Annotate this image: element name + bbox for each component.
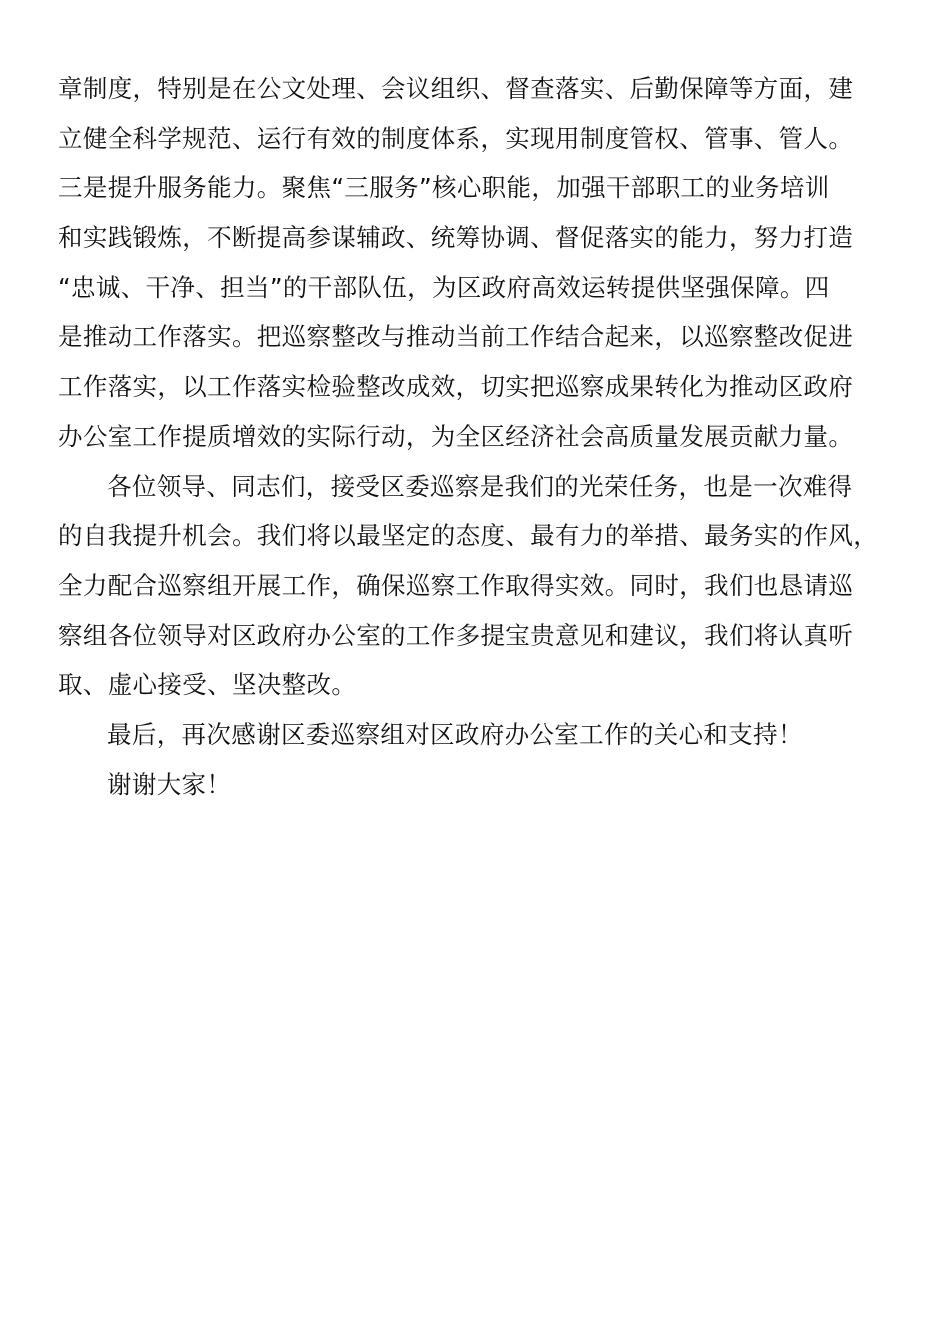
closing-thanks-line: 最后，再次感谢区委巡察组对区政府办公室工作的关心和支持！ — [107, 719, 803, 749]
paragraph-start-line: 各位领导、同志们，接受区委巡察是我们的光荣任务，也是一次难得 — [107, 471, 853, 501]
text-line: 办公室工作提质增效的实际行动，为全区经济社会高质量发展贡献力量。 — [58, 421, 854, 451]
text-line: “忠诚、干净、担当”的干部队伍，为区政府高效运转提供坚强保障。四 — [58, 272, 830, 302]
document-body — [58, 64, 898, 809]
text-line: 工作落实，以工作落实检验整改成效，切实把巡察成果转化为推动区政府 — [58, 372, 854, 402]
text-line: 章制度，特别是在公文处理、会议组织、督查落实、后勤保障等方面，建 — [58, 74, 854, 103]
text-line: 察组各位领导对区政府办公室的工作多提宝贵意见和建议，我们将认真听 — [58, 620, 854, 650]
text-line: 立健全科学规范、运行有效的制度体系，实现用制度管权、管事、管人。 — [58, 123, 854, 153]
text-line: 取、虚心接受、坚决整改。 — [58, 670, 357, 700]
text-line: 和实践锻炼，不断提高参谋辅政、统筹协调、督促落实的能力，努力打造 — [58, 223, 854, 253]
text-line: 三是提升服务能力。聚焦“三服务”核心职能，加强干部职工的业务培训 — [58, 173, 830, 203]
text-line: 是推动工作落实。把巡察整改与推动当前工作结合起来，以巡察整改促进 — [58, 322, 854, 352]
closing-greeting-line: 谢谢大家！ — [107, 769, 232, 799]
text-line: 的自我提升机会。我们将以最坚定的态度、最有力的举措、最务实的作风， — [58, 521, 879, 551]
text-line: 全力配合巡察组开展工作，确保巡察工作取得实效。同时，我们也恳请巡 — [58, 570, 854, 600]
